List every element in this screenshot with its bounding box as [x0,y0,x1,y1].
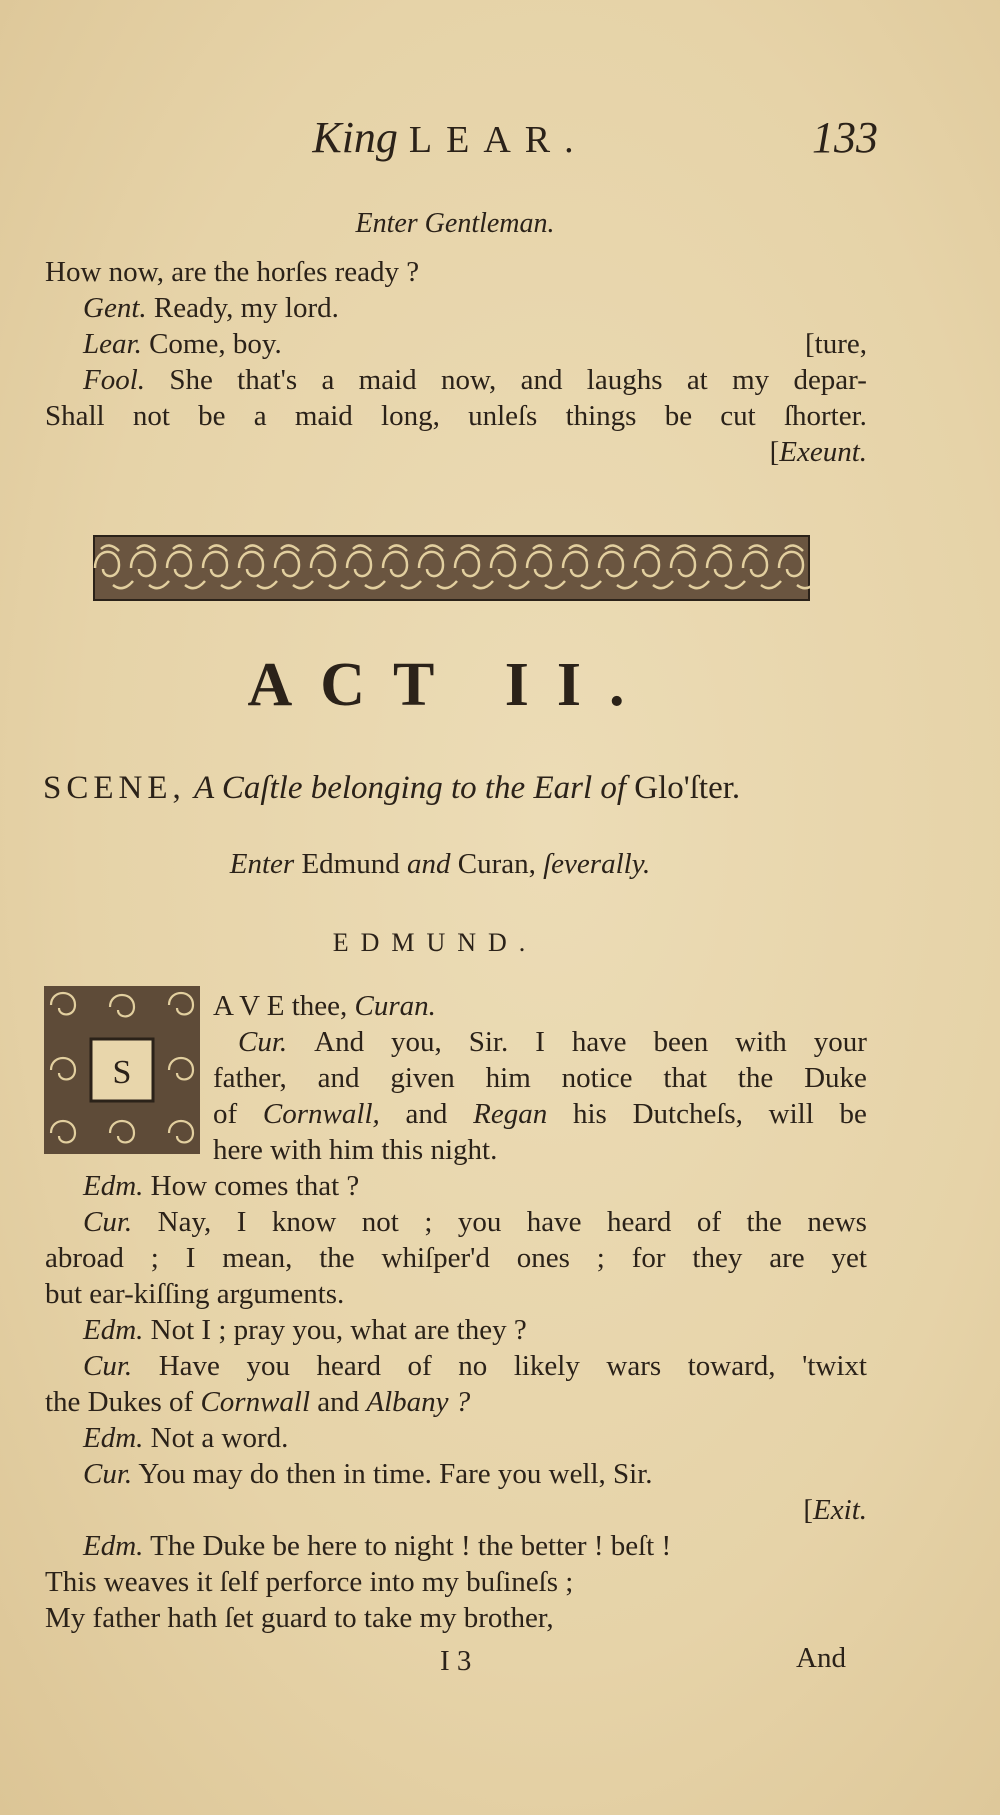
line-content [83,1314,527,1346]
word: maid [358,364,417,396]
text-run: [ture, [805,328,867,360]
word: father, [213,1062,287,1094]
word: ; [150,1242,159,1274]
word: they [692,1242,743,1274]
word: Cur. [238,1026,288,1058]
word: are [769,1242,805,1274]
line-content [45,1602,554,1634]
text-line [45,1564,867,1600]
text-line [45,1276,867,1312]
word: I [535,1026,545,1058]
word: She [169,364,213,396]
scene-heading [43,770,740,807]
page-number: 133 [812,113,878,162]
word: yet [831,1242,867,1274]
text-line [45,290,867,326]
italic-text: Cur. [83,1458,133,1490]
italic-text: Edm. [83,1422,144,1454]
text-run: You may do then in time. Fare you well, Sir. [132,1458,653,1490]
running-title-italic: King [312,113,398,162]
text-run: Not I ; pray you, what are they ? [143,1314,527,1346]
scene-place: Glo'ſter. [634,770,741,806]
word: ; [424,1206,433,1238]
text-line [45,988,867,1024]
text-run: The Duke be here to night ! the better ! beſt ! [143,1530,672,1562]
word: Have [158,1350,220,1382]
word: now, [440,364,497,396]
word: that [663,1062,707,1094]
text-run: [ [769,436,780,468]
text-block-scene [45,988,867,1636]
text-line [45,1204,867,1240]
italic-text: and [407,848,451,880]
text-line [45,434,867,470]
text-run: Come, boy. [141,328,282,360]
text-block-top [45,254,867,470]
line-content [83,328,282,360]
line-content [213,990,436,1022]
word: Cornwall, [262,1098,380,1130]
stage-direction-right [805,326,867,362]
scene-setting: A Caſtle belonging to the Earl of [194,770,627,806]
line-content [45,1386,470,1418]
signature-mark: I 3 [440,1645,472,1677]
word: Fool. [83,364,146,396]
catchword: And [796,1642,846,1674]
line-content [83,292,339,324]
italic-text: Edm. [83,1314,144,1346]
text-run: [ [803,1494,814,1526]
text-run: A V E thee, [213,990,355,1022]
word: your [813,1026,867,1058]
text-run: This weaves it ſelf perforce into my buſineſs ; [45,1566,574,1598]
text-line [45,1348,867,1384]
word: and [405,1098,448,1130]
word: And [314,1026,365,1058]
word: mean, [222,1242,293,1274]
word: whiſper'd [381,1242,490,1274]
word: the [737,1062,774,1094]
word: the [319,1242,355,1274]
word: things [565,400,637,432]
word: you, [391,1026,442,1058]
line-content [45,256,419,288]
word: you [246,1350,290,1382]
word: Sir. [468,1026,509,1058]
text-line [45,254,867,290]
running-title-caps: LEAR. [408,119,588,161]
text-run: How comes that ? [143,1170,360,1202]
text-run: the Dukes of [45,1386,201,1418]
line-content [213,1134,497,1166]
word: cut [720,400,756,432]
line-content [83,1530,671,1562]
word: of [696,1206,722,1238]
word: not [132,400,170,432]
word: ; [596,1242,605,1274]
word: no [458,1350,488,1382]
text-line [45,1456,867,1492]
text-line [45,362,867,398]
word: I [185,1242,196,1274]
word: wars [606,1350,662,1382]
text-line [45,326,867,362]
word: depar- [793,364,867,396]
italic-text: Cornwall [200,1386,311,1418]
word: Cur. [83,1206,133,1238]
word: and [520,364,563,396]
word: abroad [45,1242,124,1274]
italic-text: Exit. [813,1494,867,1526]
word: that's [237,364,298,396]
word: maid [294,400,353,432]
word: have [526,1206,582,1238]
word: Dutcheſs, [632,1098,743,1130]
italic-text: Enter [229,848,295,880]
line-content [45,1278,344,1310]
word: for [631,1242,666,1274]
stage-direction-right [770,434,867,470]
word: a [253,400,267,432]
word: given [390,1062,455,1094]
text-line [45,1168,867,1204]
drop-cap-letter: S [112,1054,132,1091]
word: of [213,1098,238,1130]
word: you [457,1206,502,1238]
word: ones [516,1242,570,1274]
text-line [45,1024,867,1060]
text-line [45,1600,867,1636]
word: Shall [45,400,105,432]
word: news [807,1206,867,1238]
line-content [83,1422,288,1454]
word: with [735,1026,787,1058]
text-run: My father hath ſet guard to take my brother, [45,1602,554,1634]
word: toward, [687,1350,776,1382]
word: his [572,1098,607,1130]
word: be [839,1098,867,1130]
italic-text: ſeverally. [543,848,651,880]
italic-text: Lear. [83,328,142,360]
word: been [653,1026,709,1058]
stage-direction: Enter Gentleman. [355,208,555,239]
text-line [45,1096,867,1132]
word: laughs [586,364,663,396]
word: the [746,1206,782,1238]
text-run: and [310,1386,367,1418]
word: 'twixt [802,1350,867,1382]
word: know [271,1206,337,1238]
line-content [83,1170,359,1202]
word: notice [561,1062,633,1094]
line-content [45,1566,573,1598]
word: of [407,1350,432,1382]
word: long, [381,400,440,432]
text-run: Edmund [294,848,407,880]
word: him [485,1062,531,1094]
italic-text: Edm. [83,1170,144,1202]
word: will [768,1098,814,1130]
stage-direction-right [803,1492,867,1528]
word: heard [606,1206,672,1238]
line-content [83,1458,653,1490]
text-run: but ear-kiſſing arguments. [45,1278,345,1310]
word: Nay, [157,1206,212,1238]
word: unleſs [468,400,538,432]
text-line [45,1384,867,1420]
speaker-name: EDMUND. [332,928,538,957]
stage-direction-enter [0,848,1000,881]
text-run: How now, are the horſes ready ? [45,256,420,288]
text-line [45,1492,867,1528]
text-line [45,1132,867,1168]
word: I [236,1206,247,1238]
text-line [45,1312,867,1348]
scene-label: SCENE, [43,770,186,806]
italic-text: Albany ? [366,1386,471,1418]
italic-text: Exeunt. [779,436,867,468]
text-run: Curan, [450,848,544,880]
italic-text: Curan. [354,990,436,1022]
word: a [321,364,335,396]
italic-text: Edm. [83,1530,144,1562]
text-run: here with him this night. [213,1134,498,1166]
word: be [664,400,693,432]
word: heard [316,1350,381,1382]
text-run: Not a word. [143,1422,289,1454]
word: Regan [473,1098,548,1130]
word: and [317,1062,360,1094]
word: not [361,1206,399,1238]
word: Cur. [83,1350,133,1382]
text-line [45,1528,867,1564]
word: my [732,364,770,396]
word: likely [513,1350,580,1382]
word: at [686,364,708,396]
act-heading: ACT II. [247,651,653,719]
italic-text: Gent. [83,292,147,324]
text-line [45,1420,867,1456]
text-run: Ready, my lord. [146,292,339,324]
word: ſhorter. [783,400,867,432]
word: Duke [804,1062,867,1094]
word: be [198,400,226,432]
ornamental-headpiece [93,535,810,601]
word: have [571,1026,627,1058]
text-line [45,398,867,434]
text-line [45,1240,867,1276]
text-line [45,1060,867,1096]
